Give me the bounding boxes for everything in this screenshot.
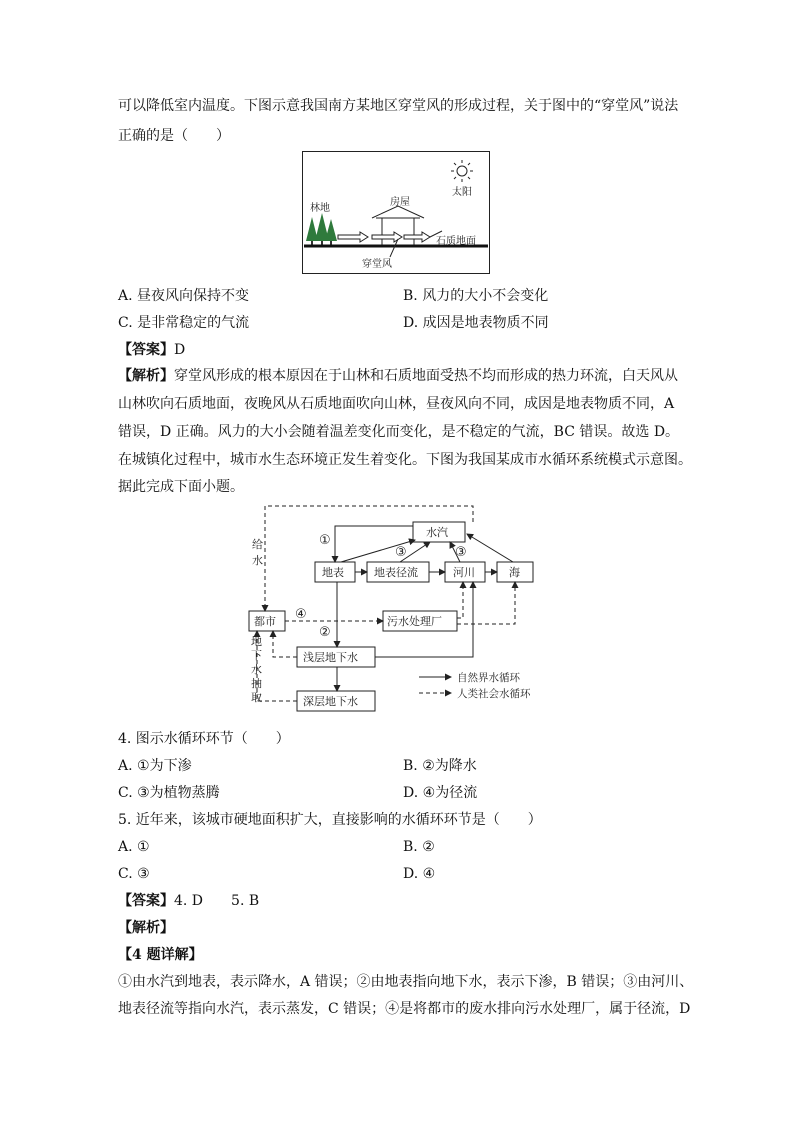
q3-option-a <box>118 287 249 305</box>
option-text: ④为径流 <box>422 785 478 801</box>
label-surface: 地表 <box>322 566 344 579</box>
answers-analysis-label: 【解析】 <box>118 920 174 936</box>
label-extract-3: 抽 <box>251 677 262 690</box>
analysis-text: 穿堂风形成的根本原因在于山林和石质地面受热不均而形成的热力环流，白天风从 <box>174 368 678 384</box>
label-supply-2: 水 <box>252 554 263 567</box>
num-4: ④ <box>295 607 307 622</box>
answer-label: 【答案】 <box>118 342 174 358</box>
label-city: 都市 <box>254 615 276 628</box>
label-stone: 石质地面 <box>436 236 476 247</box>
option-text: ②为降水 <box>422 758 477 774</box>
intro-line2: 据此完成下面小题。 <box>118 479 244 495</box>
q5-option-d <box>403 865 435 883</box>
label-forest: 林地 <box>310 203 330 214</box>
cross-ventilation-figure <box>302 151 490 274</box>
label-sun-text: 太阳 <box>452 187 472 198</box>
figure-frame <box>303 152 490 274</box>
label-extract-0: 地 <box>251 635 262 648</box>
q4-detail-line1: ①由水汽到地表，表示降水，A 错误；②由地表指向地下水，表示下渗，B 错误；③由河川、 <box>118 974 694 990</box>
label-shallow: 浅层地下水 <box>303 651 358 664</box>
option-text: 昼夜风向保持不变 <box>137 288 250 304</box>
option-text: ③ <box>137 866 150 882</box>
label-supply-1: 给 <box>252 538 263 551</box>
q3-stem-line1: 可以降低室内温度。下图示意我国南方某地区穿堂风的形成过程，关于图中的“穿堂风”说法 <box>118 98 679 114</box>
option-key: A. <box>118 758 133 774</box>
q5-stem: 5. 近年来，该城市硬地面积扩大，直接影响的水循环环节是（ ） <box>118 812 542 828</box>
q4-option-c <box>118 784 220 802</box>
answer-value: D <box>174 342 186 358</box>
label-wind: 穿堂风 <box>362 259 392 270</box>
label-deep: 深层地下水 <box>303 695 358 708</box>
q4-detail-label: 【4 题详解】 <box>118 947 203 963</box>
q3-option-c <box>118 314 249 332</box>
num-3a: ③ <box>395 545 407 560</box>
forest-icon <box>306 213 337 245</box>
q4-option-b <box>403 757 477 775</box>
answers-line <box>118 892 259 910</box>
q3-option-b <box>403 287 548 305</box>
option-key: A. <box>118 288 133 304</box>
option-key: C. <box>118 315 133 331</box>
arrow-deep-city <box>257 631 297 701</box>
option-key: B. <box>403 758 418 774</box>
arrow-sewage-river <box>457 582 463 618</box>
num-3b: ③ <box>455 545 467 560</box>
option-text: 是非常稳定的气流 <box>137 315 250 331</box>
analysis-label: 【解析】 <box>118 368 174 384</box>
option-key: D. <box>403 785 419 801</box>
option-key: C. <box>118 785 133 801</box>
arrow-sewage-sea <box>457 582 515 624</box>
label-river: 河川 <box>453 566 475 579</box>
q5-option-c <box>118 865 150 883</box>
q3-analysis-line2: 山林吹向石质地面，夜晚风从石质地面吹向山林，昼夜风向不同，成因是地表物质不同，A <box>118 396 675 412</box>
label-sewage: 污水处理厂 <box>387 615 442 628</box>
num-1: ① <box>319 533 331 548</box>
num-2: ② <box>319 625 331 640</box>
q5-option-b <box>403 838 435 856</box>
wind-arrows <box>338 231 442 242</box>
label-sea: 海 <box>509 566 520 579</box>
option-text: ① <box>137 839 150 855</box>
answers-text: 4. D 5. B <box>174 893 260 909</box>
q5-option-a <box>118 838 150 856</box>
q4-stem: 4. 图示水循环环节（ ） <box>118 731 290 747</box>
option-key: D. <box>403 315 419 331</box>
option-text: ④ <box>422 866 436 882</box>
option-text: 成因是地表物质不同 <box>422 315 549 331</box>
q3-stem-line2: 正确的是（ ） <box>118 128 230 144</box>
option-key: B. <box>403 839 418 855</box>
q4-detail-line2: 地表径流等指向水汽，表示蒸发，C 错误；④是将都市的废水排向污水处理厂，属于径流，D <box>118 1001 691 1017</box>
label-runoff: 地表径流 <box>374 566 418 579</box>
water-cycle-diagram <box>245 500 545 716</box>
label-extract-2: 水 <box>251 663 262 676</box>
q3-option-d <box>403 314 549 332</box>
option-text: ①为下渗 <box>137 758 192 774</box>
q3-analysis-line3: 错误，D 正确。风力的大小会随着温差变化而变化，是不稳定的气流，BC 错误。故选 D。 <box>118 424 680 440</box>
label-extract-4: 取 <box>251 691 262 704</box>
option-text: ② <box>422 839 435 855</box>
label-vapor: 水汽 <box>426 526 448 539</box>
option-key: B. <box>403 288 418 304</box>
label-house: 房屋 <box>390 197 410 208</box>
option-key: A. <box>118 839 133 855</box>
option-key: C. <box>118 866 133 882</box>
legend-natural: 自然界水循环 <box>457 672 520 684</box>
option-text: ③为植物蒸腾 <box>137 785 220 801</box>
option-text: 风力的大小不会变化 <box>422 288 549 304</box>
sun-icon <box>451 160 473 182</box>
q4-option-d <box>403 784 477 802</box>
option-key: D. <box>403 866 419 882</box>
legend-human: 人类社会水循环 <box>457 688 531 700</box>
q4-option-a <box>118 757 192 775</box>
arrow-sea-vapor <box>467 534 513 562</box>
arrow-shallow-city <box>273 631 297 657</box>
q3-answer <box>118 341 185 359</box>
intro-line1: 在城镇化过程中，城市水生态环境正发生着变化。下图为我国某成市水循环系统模式示意图。 <box>118 452 692 468</box>
q3-analysis-line1 <box>118 367 678 385</box>
label-extract-1: 下 <box>251 649 262 662</box>
answers-label: 【答案】 <box>118 893 174 909</box>
